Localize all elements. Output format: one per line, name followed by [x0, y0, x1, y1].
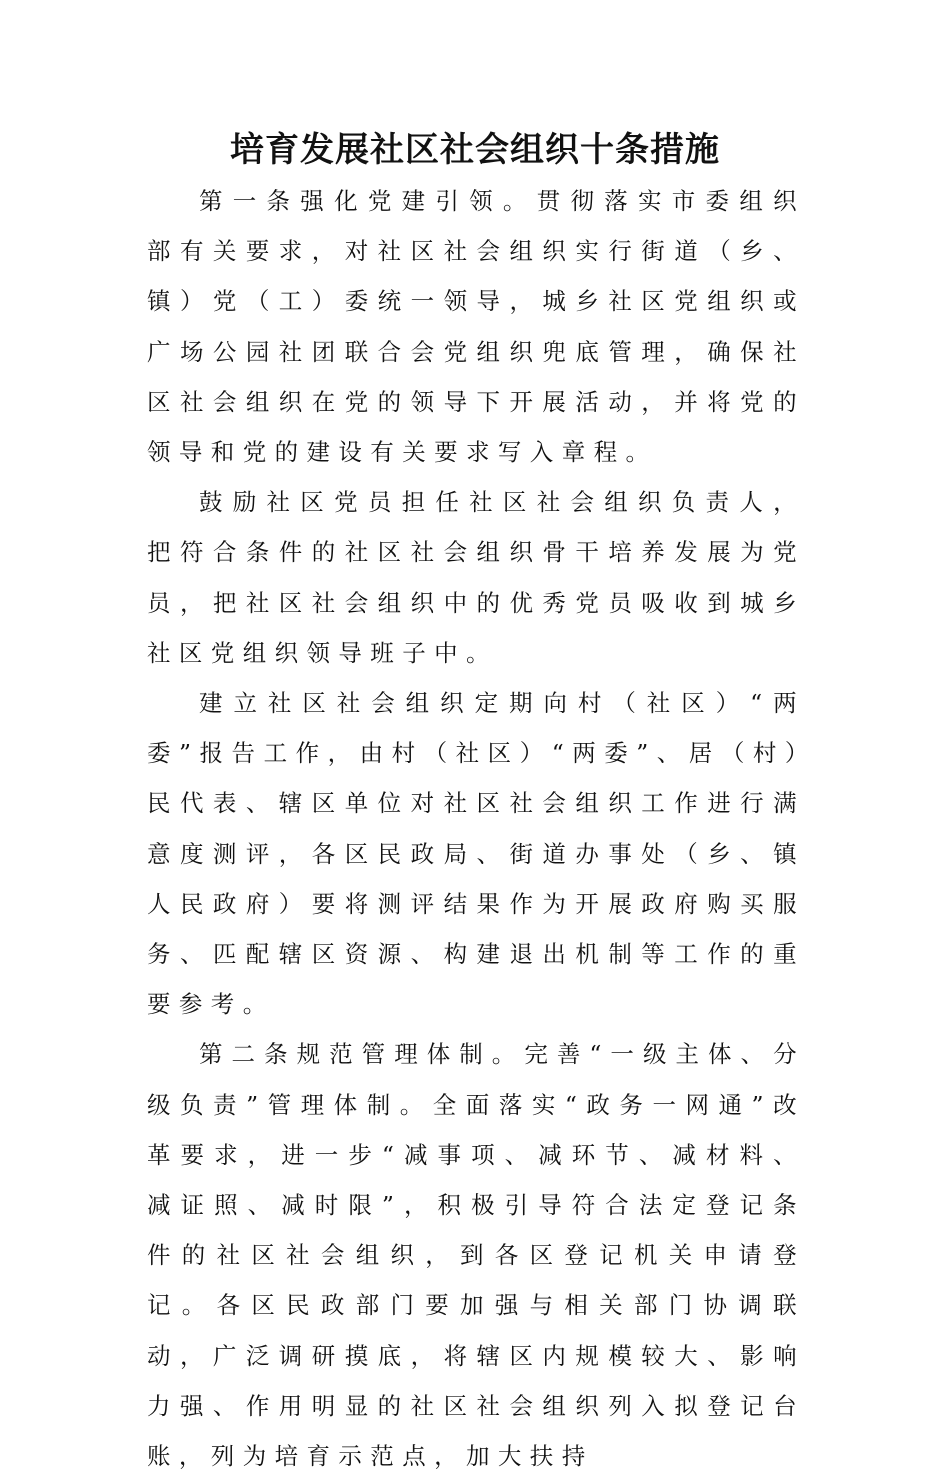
- document-body: [147, 176, 805, 1481]
- paragraph-reporting: 建立社区社会组织定期向村（社区）“两委”报告工作，由村（社区）“两委”、居（村）民代表、辖区单位对社区社会组织工作进行满意度测评，各区民政局、街道办事处（乡、镇人民政府）要将测评结果作为开展政府购买服务、匹配辖区资源、构建退出机制等工作的重要参考。: [147, 689, 805, 1019]
- paragraph-article-1: 第一条强化党建引领。贯彻落实市委组织部有关要求，对社区社会组织实行街道（乡、镇）党（工）委统一领导，城乡社区党组织或广场公园社团联合会党组织兜底管理，确保社区社会组织在党的领导下开展活动，并将党的领导和党的建设有关要求写入章程。: [147, 187, 805, 467]
- document-title: 培育发展社区社会组织十条措施: [230, 130, 720, 170]
- paragraph-party-members: 鼓励社区党员担任社区社会组织负责人，把符合条件的社区社会组织骨干培养发展为党员，把社区社会组织中的优秀党员吸收到城乡社区党组织领导班子中。: [147, 488, 805, 667]
- paragraph-article-2: 第二条规范管理体制。完善“一级主体、分级负责”管理体制。全面落实“政务一网通”改革要求，进一步“减事项、减环节、减材料、减证照、减时限”，积极引导符合法定登记条件的社区社会组织，到各区登记机关申请登记。各区民政部门要加强与相关部门协调联动，广泛调研摸底，将辖区内规模较大、影响力强、作用明显的社区社会组织列入拟登记台账，列为培育示范点，加大扶持: [147, 1040, 805, 1471]
